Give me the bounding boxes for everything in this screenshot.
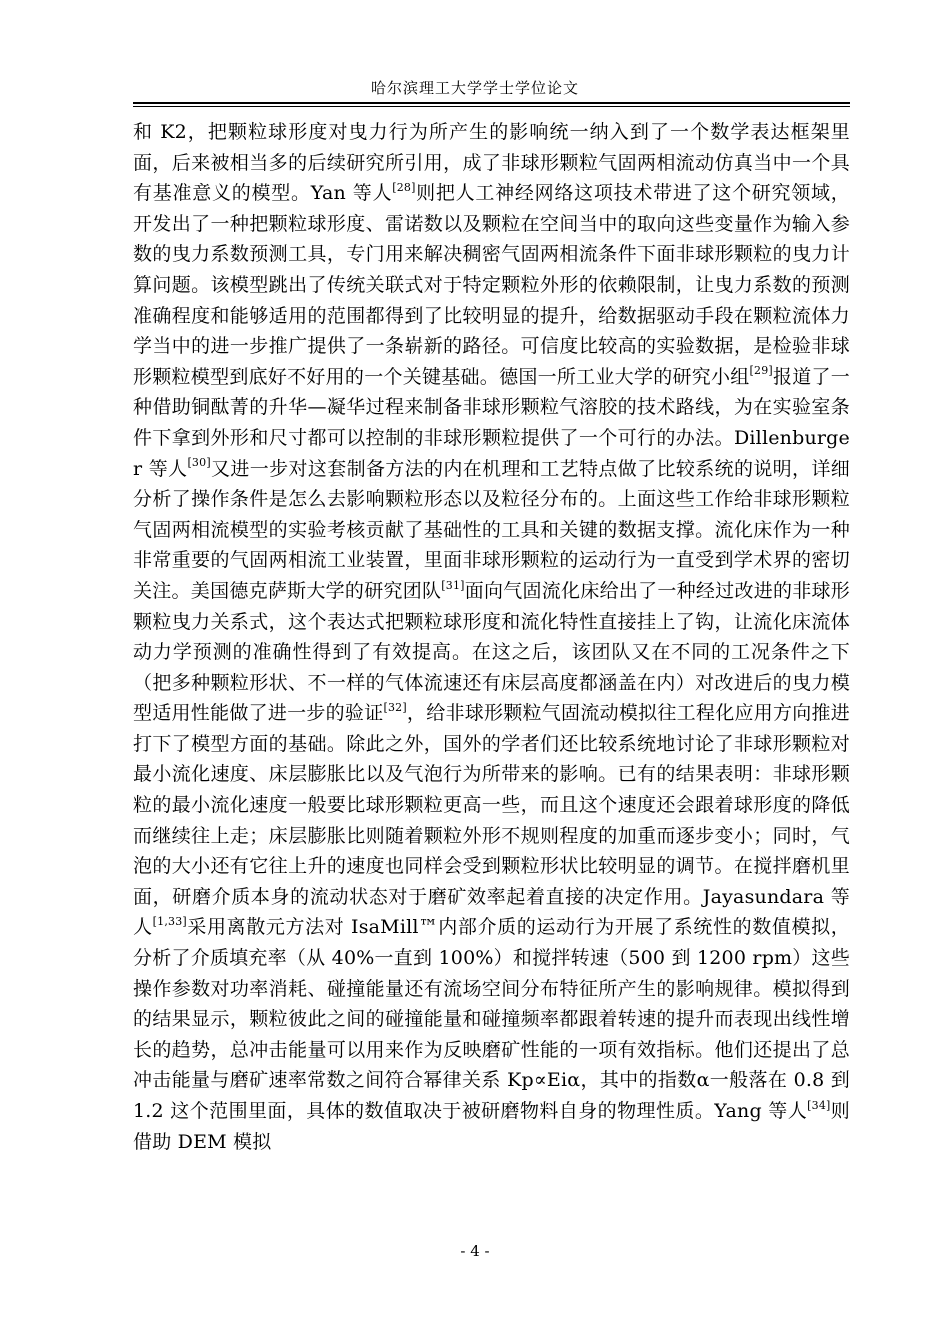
citation-ref: [32] xyxy=(383,700,407,714)
page-number: - 4 - xyxy=(460,1242,490,1260)
citation-ref: [29] xyxy=(749,364,773,378)
text-segment: 采用离散元方法对 IsaMill™内部介质的运动行为开展了系统性的数值模拟，分析了介质填充率（从 40%一直到 100%）和搅拌转速（500 到 1200 rpm）这些操作参数对功率消耗、碰撞能量还有流场空间分布特征所产生的影响规律。模拟得到的结果显示，颗粒彼此之间的碰撞能量和碰撞频率都跟着转速的提升而表现出线性增长的趋势，总冲击能量可以用来作为反映磨矿性能的一项有效指标。他们还提出了总冲击能量与磨矿速率常数之间符合幂律关系 Kp∝Eiα，其中的指数α一般落在 0.8 到 1.2 这个范围里面，具体的数值取决于被研磨物料自身的物理性质。Yang 等人 xyxy=(133,916,850,1122)
citation-ref: [28] xyxy=(392,180,416,194)
text-segment: 则把人工神经网络这项技术带进了这个研究领域，开发出了一种把颗粒球形度、雷诺数以及颗粒在空间当中的取向这些变量作为输入参数的曳力系数预测工具，专门用来解决稠密气固两相流条件下面非球形颗粒的曳力计算问题。该模型跳出了传统关联式对于特定颗粒外形的依赖限制，让曳力系数的预测准确程度和能够适用的范围都得到了比较明显的提升，给数据驱动手段在颗粒流体力学当中的进一步推广提供了一条崭新的路径。可信度比较高的实验数据，是检验非球形颗粒模型到底好不好用的一个关键基础。德国一所工业大学的研究小组 xyxy=(133,182,850,388)
citation-ref: [34] xyxy=(807,1098,831,1112)
text-segment: ，给非球形颗粒气固流动模拟往工程化应用方向推进打下了模型方面的基础。除此之外，国外的学者们还比较系统地讨论了非球形颗粒对最小流化速度、床层膨胀比以及气泡行为所带来的影响。已有的结果表明：非球形颗粒的最小流化速度一般要比球形颗粒更高一些，而且这个速度还会跟着球形度的降低而继续往上走；床层膨胀比则随着颗粒外形不规则程度的加重而逐步变小；同时，气泡的大小还有它往上升的速度也同样会受到颗粒形状比较明显的调节。在搅拌磨机里面，研磨介质本身的流动状态对于磨矿效率起着直接的决定作用。Jayasundara 等人 xyxy=(133,702,850,939)
citation-ref: [31] xyxy=(441,578,465,592)
text-segment: 又进一步对这套制备方法的内在机理和工艺特点做了比较系统的说明，详细分析了操作条件是怎么去影响颗粒形态以及粒径分布的。上面这些工作给非球形颗粒气固两相流模型的实验考核贡献了基础性的工具和关键的数据支撑。流化床作为一种非常重要的气固两相流工业装置，里面非球形颗粒的运动行为一直受到学术界的密切关注。美国德克萨斯大学的研究团队 xyxy=(133,457,850,602)
citation-ref: [1,33] xyxy=(152,915,187,929)
header-rule-thin xyxy=(133,106,850,107)
page-header: 哈尔滨理工大学学士学位论文 xyxy=(370,79,579,97)
text-segment: 报道了一种借助铜酞菁的升华—凝华过程来制备非球形颗粒气溶胶的技术路线，为在实验室条件下拿到外形和尺寸都可以控制的非球形颗粒提供了一个可行的办法。Dillenburger 等人 xyxy=(133,365,850,480)
text-segment: 则借助 DEM 模拟 xyxy=(133,1100,850,1153)
text-segment: 面向气固流化床给出了一种经过改进的非球形颗粒曳力关系式，这个表达式把颗粒球形度和流化特性直接挂上了钩，让流化床流体动力学预测的准确性得到了有效提高。在这之后，该团队又在不同的工况条件之下（把多种颗粒形状、不一样的气体流速还有床层高度都涵盖在内）对改进后的曳力模型适用性能做了进一步的验证 xyxy=(133,579,850,725)
text-segment: 和 K2，把颗粒球形度对曳力行为所产生的影响统一纳入到了一个数学表达框架里面，后来被相当多的后续研究所引用，成了非球形颗粒气固两相流动仿真当中一个具有基准意义的模型。Yan 等人 xyxy=(133,121,850,205)
header-rule-thick xyxy=(133,102,850,104)
body-paragraph xyxy=(133,117,850,1157)
citation-ref: [30] xyxy=(187,456,211,470)
